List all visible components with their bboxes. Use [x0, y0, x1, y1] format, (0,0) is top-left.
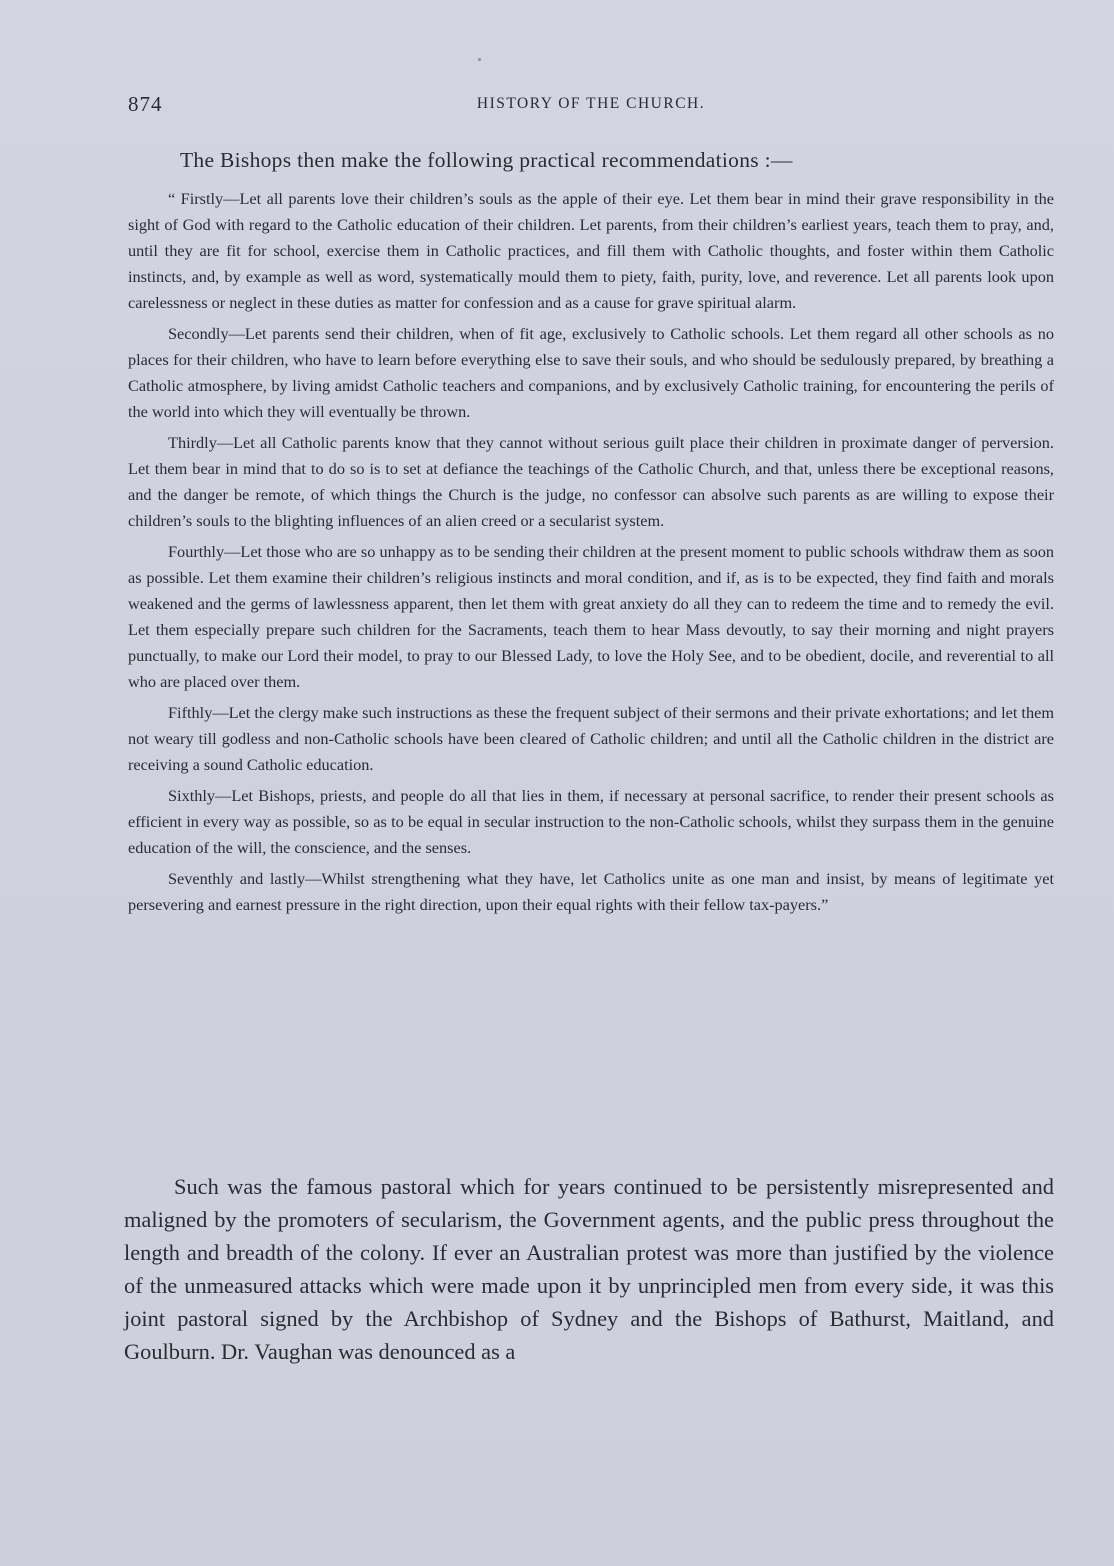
- running-title: HISTORY OF THE CHURCH.: [476, 95, 706, 112]
- paragraph-fourthly: Fourthly—Let those who are so unhappy as to be sending their children at the present moment to public schools withdraw them as soon as possible. Let them examine their children’s religious instincts and moral condition, and if, as is to be expected, they find faith and morals weakened and the germs of lawlessness apparent, then let them with great anxiety do all they can to redeem the time and to remedy the evil. Let them especially prepare such children for the Sacraments, teach them to hear Mass devoutly, to say their morning and night prayers punctually, to make our Lord their model, to pray to our Blessed Lady, to love the Holy See, and to be obedient, docile, and reverential to all who are placed over them.: [128, 542, 1054, 691]
- paragraph-sixthly: Sixthly—Let Bishops, priests, and people do all that lies in them, if necessary at personal sacrifice, to render their present schools as efficient in every way as possible, so as to be equal in secular instruction to the non-Catholic schools, whilst they surpass them in the genuine education of the will, the conscience, and the senses.: [128, 786, 1054, 857]
- closing-paragraph: Such was the famous pastoral which for years continued to be persistently misrepresented and maligned by the promoters of secularism, the Government agents, and the public press throughout the length and breadth of the colony. If ever an Australian protest was more than justified by the violence of the unmeasured attacks which were made upon it by unprincipled men from every side, it was this joint pastoral signed by the Archbishop of Sydney and the Bishops of Bathurst, Maitland, and Goulburn. Dr. Vaughan was denounced as a: [124, 1174, 1054, 1364]
- paragraph-fifthly: Fifthly—Let the clergy make such instructions as these the frequent subject of their sermons and their private exhortations; and let them not weary till godless and non-Catholic schools have been cleared of Catholic children; and until all the Catholic children in the district are receiving a sound Catholic education.: [128, 703, 1054, 774]
- paragraph-thirdly: Thirdly—Let all Catholic parents know that they cannot without serious guilt place their children in proximate danger of perversion. Let them bear in mind that to do so is to set at defiance the teachings of the Catholic Church, and that, unless there be exceptional reasons, and the danger be remote, of which things the Church is the judge, no confessor can absolve such parents as are willing to expose their children’s souls to the blighting influences of an alien creed or a secularist system.: [128, 433, 1054, 530]
- intro-line: The Bishops then make the following practical recommendations :—: [180, 148, 793, 172]
- page-number: 874: [128, 92, 163, 116]
- paragraph-seventhly: Seventhly and lastly—Whilst strengthening what they have, let Catholics unite as one man and insist, by means of legitimate yet persevering and earnest pressure in the right direction, upon their equal rights with their fellow tax-payers.”: [128, 869, 1054, 914]
- print-speck: [478, 58, 481, 61]
- running-header: [128, 92, 1054, 122]
- paragraph-secondly: Secondly—Let parents send their children, when of fit age, exclusively to Catholic schools. Let them regard all other schools as no places for their children, who have to learn before everything else to save their souls, and who should be sedulously prepared, by breathing a Catholic atmosphere, by living amidst Catholic teachers and companions, and by exclusively Catholic training, for encountering the perils of the world into which they will eventually be thrown.: [128, 324, 1054, 421]
- paragraph-firstly: “ Firstly—Let all parents love their children’s souls as the apple of their eye. Let them bear in mind their grave responsibility in the sight of God with regard to the Catholic education of their children. Let parents, from their children’s earliest years, teach them to pray, and, until they are fit for school, exercise them in Catholic practices, and fill them with Catholic thoughts, and foster within them Catholic instincts, and, by example as well as word, systematically mould them to piety, faith, purity, love, and reverence. Let all parents look upon carelessness or neglect in these duties as matter for confession and as a cause for grave spiritual alarm.: [128, 189, 1054, 312]
- pastoral-quotation: [128, 186, 1054, 923]
